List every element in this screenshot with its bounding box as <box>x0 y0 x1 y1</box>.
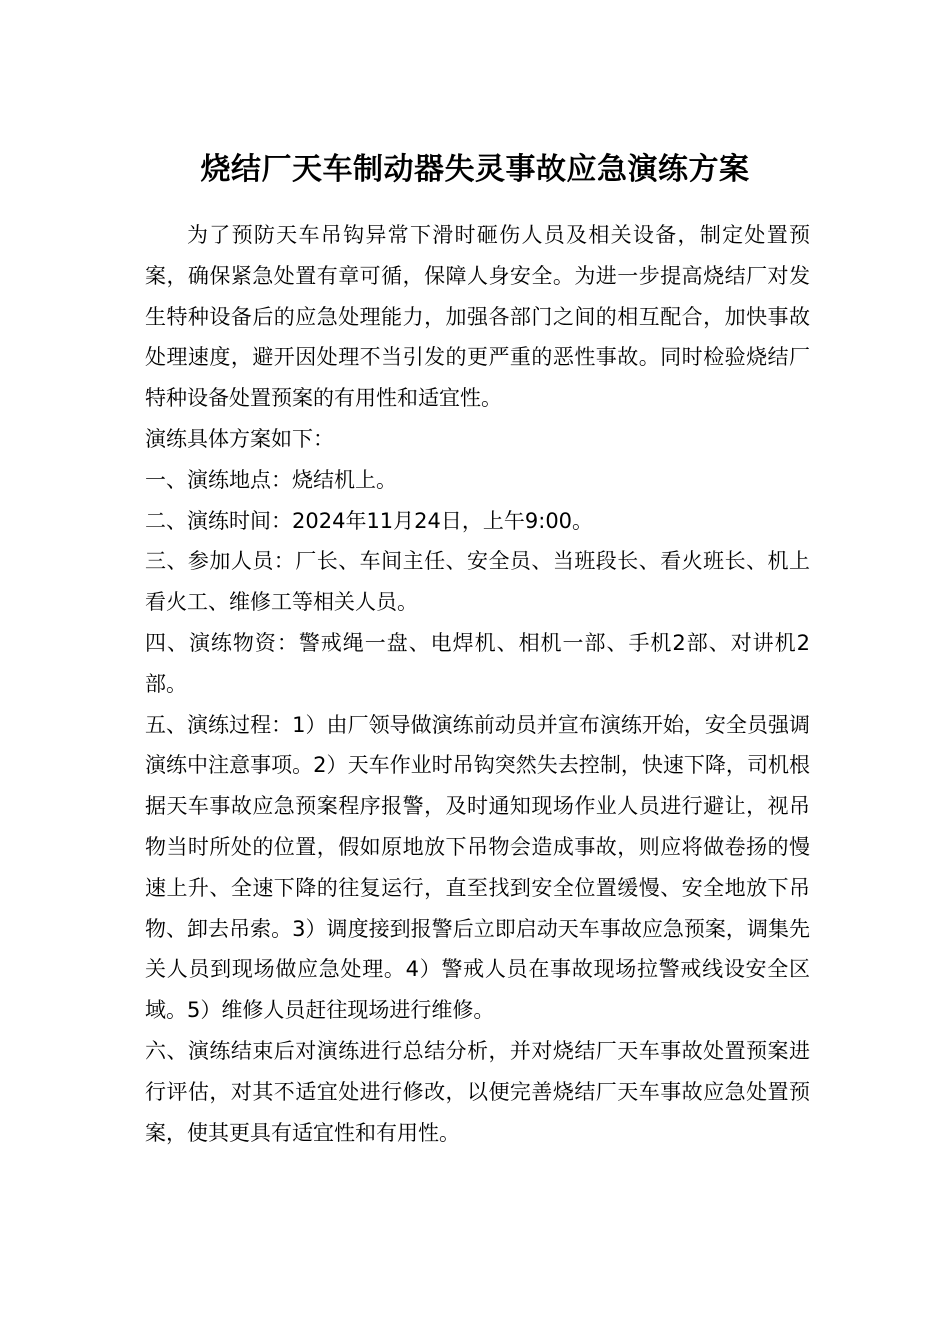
intro-paragraph: 为了预防天车吊钩异常下滑时砸伤人员及相关设备，制定处置预案，确保紧急处置有章可循，保障人身安全。为进一步提高烧结厂对发生特种设备后的应急处理能力，加强各部门之间的相互配合，加快事故处理速度，避开因处理不当引发的更严重的恶性事故。同时检验烧结厂特种设备处置预案的有用性和适宜性。 <box>145 223 810 411</box>
section-time: 二、演练时间：2024年11月24日，上午9:00。 <box>145 508 594 533</box>
section-summary: 六、演练结束后对演练进行总结分析，并对烧结厂天车事故处置预案进行评估，对其不适宜处进行修改，以便完善烧结厂天车事故应急处置预案，使其更具有适宜性和有用性。 <box>145 1038 810 1145</box>
plan-heading: 演练具体方案如下： <box>145 426 334 451</box>
section-process: 五、演练过程：1）由厂领导做演练前动员并宣布演练开始，安全员强调演练中注意事项。2）天车作业时吊钩突然失去控制，快速下降，司机根据天车事故应急预案程序报警，及时通知现场作业人员进行避让，视吊物当时所处的位置，假如原地放下吊物会造成事故，则应将做卷扬的慢速上升、全速下降的往复运行，直至找到安全位置缓慢、安全地放下吊物、卸去吊索。3）调度接到报警后立即启动天车事故应急预案，调集先关人员到现场做应急处理。4）警戒人员在事故现场拉警戒线设安全区域。5）维修人员赶往现场进行维修。 <box>145 712 810 1023</box>
section-participants: 三、参加人员：厂长、车间主任、安全员、当班段长、看火班长、机上看火工、维修工等相关人员。 <box>145 549 810 615</box>
section-location: 一、演练地点：烧结机上。 <box>145 467 397 492</box>
section-materials: 四、演练物资：警戒绳一盘、电焊机、相机一部、手机2部、对讲机2部。 <box>145 630 810 696</box>
document-title: 烧结厂天车制动器失灵事故应急演练方案 <box>200 152 750 188</box>
document-body <box>145 215 810 1153</box>
